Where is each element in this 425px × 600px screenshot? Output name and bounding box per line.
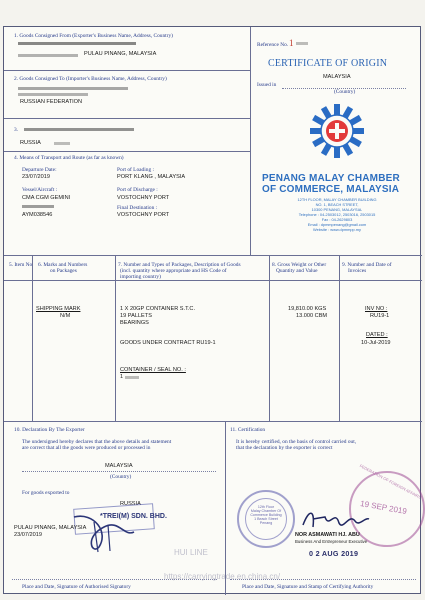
- issued-country: MALAYSIA: [323, 74, 351, 80]
- chamber-name-line2: OF COMMERCE, MALAYSIA: [262, 184, 400, 195]
- marks-nm: N/M: [60, 313, 71, 319]
- col-weight: 8. Gross Weight or Other: [272, 262, 327, 268]
- goods-line-2: 19 PALLETS: [120, 313, 152, 319]
- exporter-signature-icon: [64, 507, 144, 557]
- gross-weight: 19,810.00 KGS: [288, 306, 327, 312]
- certification-footer: Place and Date, Signature and Stamp of Certifying Authority: [242, 584, 374, 590]
- goods-line-1: 1 X 20GP CONTAINER S.T.C.: [120, 306, 196, 312]
- notify-country: RUSSIA: [20, 140, 41, 146]
- container-label: CONTAINER / SEAL NO. :: [120, 367, 186, 373]
- declaration-date: 23/07/2019: [14, 532, 42, 538]
- invoice-date: 10-Jul-2019: [361, 340, 391, 346]
- officer-title: Business And Entrepreneur Executive: [295, 539, 368, 544]
- sep-date-stamp: 19 SEP 2019: [359, 498, 408, 517]
- header-divider: [250, 27, 251, 255]
- invoice-number: RU19-1: [370, 313, 390, 319]
- box3-label: 3.: [14, 127, 19, 133]
- consignee-country: RUSSIAN FEDERATION: [20, 99, 83, 105]
- shipping-mark: SHIPPING MARK: [36, 306, 81, 312]
- aug-date-stamp: 0 2 AUG 2019: [309, 549, 359, 558]
- departure-date: 23/07/2019: [22, 174, 50, 180]
- goods-line-4: GOODS UNDER CONTRACT RU19-1: [120, 340, 216, 346]
- voyage-number: AYM038546: [22, 212, 53, 218]
- redacted-exporter-name: [18, 42, 136, 45]
- box10-label: 10. Declaration By The Exporter: [14, 427, 85, 433]
- col-marks: 6. Marks and Numbers: [38, 262, 88, 268]
- col-item-no: 5. Item No: [9, 262, 33, 268]
- chamber-address: 12TH FLOOR, MALAY CHAMBER BUILDING NO. 1, BEACH STREET, 10300 PENANG, MALAYSIA. Telephone : 04-2503012, 2503016, 2503015 Fax : 04-2629803 Email : dpmmpenang@gmail.com Website : www.dpmmpp.my: [297, 197, 377, 232]
- officer-signature-icon: [299, 505, 371, 535]
- seal-text: 12th Floor Malay Chamber Of Commerce Building 1 Beach Street Penang: [250, 505, 282, 525]
- certificate-page: 1. Goods Consigned From (Exporter's Business Name, Address, Country) PULAU PINANG, MALAYSIA 2. Goods Consigned To (Importer's Business Name, Address, Country) RUSSIAN FEDERATION 3. RUSSIA 4. Means of Transport and Route (as far as known) Departure Date: 23/07/2019 Vessel/Aircraft : CMA CGM GEMINI AYM038546 Port of Loading : PORT KLANG , MALAYSIA Port of Discharge : VOSTOCHNY PORT Final Destination : VOSTOCHNY PORT Reference No. 1 CERTIFICATE OF ORIGIN MALAYSIA Issued in (Country) PENANG MALAY CHAMBER OF COMMERCE, MALAYSIA 12TH FLOOR, MALAY CHAMBER BUILDING NO. 1, BEACH STREET, 10300 PENANG, MALAYSIA. Telephone : 04-2503012, 2503016, 2503015 Fax : 04-2629803 Email : dpmmpenang@gmail.com Website : www.dpmmpp.my 5. Item No 6. Marks and Numbers on Packages 7. Number and Types of Packages, Description of Goods (incl. quantity where appropriate and HS Code of importing country) 8. Gross Weight or Other Quantity and Value 9. Number and Date of Invoices SHIPPING MARK N/M 1 X 20GP CONTAINER S.T.C. 19 PALLETS BEARINGS GOODS UNDER CONTRACT RU19-1 CONTAINER / SEAL NO. : 1 19,810.00 KGS 13.000 CBM INV NO : RU19-1 DATED : 10-Jul-2019 10. Declaration By The Exporter The undersigned hereby declares that the above details and statement are correct that all the goods were produced or processed in MALAYSIA (Country) For goods exported to RUSSIA *TREI(M) SDN. BHD. PULAU PINANG, MALAYSIA 23/07/2019 Place and Date, Signature of Authorised Signatory 11. Certification It is hereby certified, on the basis of control carried out, that the declaration by the exporter is correct 12th Floor Malay Chamber Of Commerce Building 1 Beach Street Penang FEDERATION OF FOREIGN AFFAIRS 19 SEP 2019 NOR ASMAWATI HJ. ABU Business And Entrepreneur Executive 0 2 AUG 2019 Place and Date, Signature and Stamp of Certifying Authority HUI LINE https://carryingtrade.en.china.cn/: [3, 26, 421, 594]
- reference-number: 1: [289, 38, 294, 48]
- certificate-title: CERTIFICATE OF ORIGIN: [268, 58, 388, 69]
- company-name: *TREI(M) SDN. BHD.: [100, 513, 167, 520]
- export-country: RUSSIA: [120, 501, 141, 507]
- declaration-place: PULAU PINANG, MALAYSIA: [14, 525, 87, 531]
- vessel-name: CMA CGM GEMINI: [22, 195, 71, 201]
- box11-label: 11. Certification: [230, 427, 266, 433]
- watermark-url: https://carryingtrade.en.china.cn/: [164, 572, 281, 581]
- declaration-country: MALAYSIA: [105, 463, 133, 469]
- dated-label: DATED :: [366, 332, 388, 338]
- final-destination: VOSTOCHNY PORT: [117, 212, 170, 218]
- chamber-logo-icon: [309, 103, 365, 159]
- col-invoice: 9. Number and Date of: [342, 262, 392, 268]
- invoice-label: INV NO :: [365, 306, 388, 312]
- col-description: 7. Number and Types of Packages, Description of Goods: [118, 262, 241, 268]
- watermark-brand: HUI LINE: [174, 548, 208, 557]
- box4-label: 4. Means of Transport and Route (as far as known): [14, 155, 124, 161]
- declaration-footer: Place and Date, Signature of Authorised Signatory: [22, 584, 131, 590]
- box1-label: 1. Goods Consigned From (Exporter's Business Name, Address, Country): [14, 33, 173, 39]
- goods-line-3: BEARINGS: [120, 320, 149, 326]
- chamber-name-line1: PENANG MALAY CHAMBER: [262, 173, 400, 184]
- reference-label: Reference No.: [257, 42, 289, 48]
- exporter-address: PULAU PINANG, MALAYSIA: [84, 51, 157, 57]
- port-of-discharge: VOSTOCHNY PORT: [117, 195, 170, 201]
- box2-label: 2. Goods Consigned To (Importer's Business Name, Address, Country): [14, 76, 167, 82]
- port-of-loading: PORT KLANG , MALAYSIA: [117, 174, 186, 180]
- volume: 13.000 CBM: [296, 313, 328, 319]
- officer-name: NOR ASMAWATI HJ. ABU: [295, 532, 360, 538]
